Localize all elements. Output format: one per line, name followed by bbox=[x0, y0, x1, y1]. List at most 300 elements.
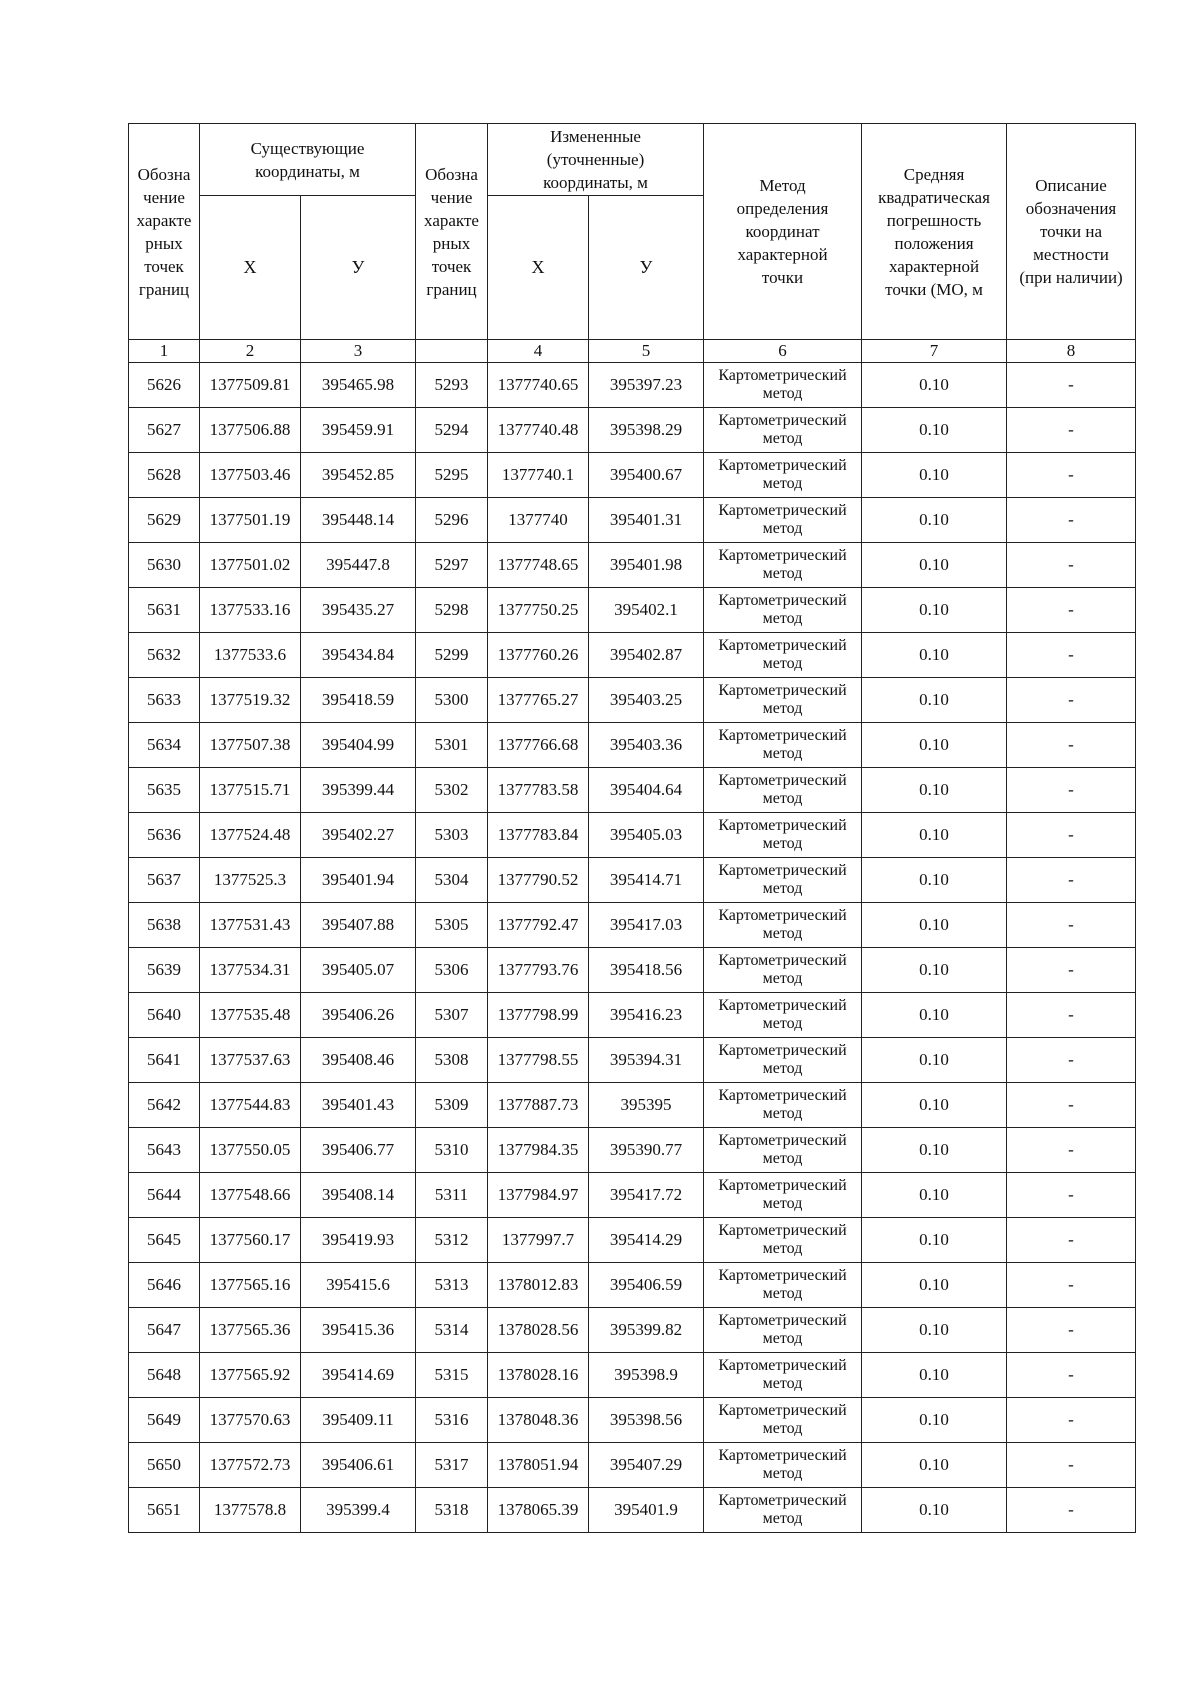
method-cell bbox=[704, 1488, 862, 1533]
changed-y-cell: 395418.56 bbox=[589, 948, 704, 993]
mean-square-error-cell: 0.10 bbox=[862, 588, 1007, 633]
existing-y-cell: 395401.43 bbox=[301, 1083, 416, 1128]
method-line: метод bbox=[762, 1015, 803, 1032]
method-line: Картометрический bbox=[718, 1267, 847, 1284]
existing-x-cell: 1377524.48 bbox=[200, 813, 301, 858]
method-cell bbox=[704, 948, 862, 993]
method-cell bbox=[704, 678, 862, 723]
changed-x-cell: 1377740 bbox=[488, 498, 589, 543]
changed-x-cell: 1377792.47 bbox=[488, 903, 589, 948]
description-cell: - bbox=[1007, 408, 1136, 453]
point-changed-cell: 5302 bbox=[416, 768, 488, 813]
existing-y-cell: 395419.93 bbox=[301, 1218, 416, 1263]
method-line: метод bbox=[762, 1330, 803, 1347]
column-number: 6 bbox=[704, 340, 862, 363]
mean-square-error-cell: 0.10 bbox=[862, 498, 1007, 543]
mean-square-error-cell: 0.10 bbox=[862, 1173, 1007, 1218]
header-line: координаты, м bbox=[543, 173, 648, 192]
method-cell bbox=[704, 813, 862, 858]
method-cell bbox=[704, 1443, 862, 1488]
method-cell bbox=[704, 588, 862, 633]
table-row bbox=[129, 408, 1136, 453]
method-line: Картометрический bbox=[718, 952, 847, 969]
header-line: координат bbox=[745, 222, 820, 241]
point-changed-cell: 5300 bbox=[416, 678, 488, 723]
point-changed-cell: 5294 bbox=[416, 408, 488, 453]
existing-y-cell: 395405.07 bbox=[301, 948, 416, 993]
table-row bbox=[129, 1398, 1136, 1443]
header-line: Средняя bbox=[903, 164, 965, 184]
mean-square-error-cell: 0.10 bbox=[862, 993, 1007, 1038]
column-number: 1 bbox=[129, 340, 200, 363]
mean-square-error-cell: 0.10 bbox=[862, 1128, 1007, 1173]
existing-x-cell: 1377544.83 bbox=[200, 1083, 301, 1128]
existing-x-cell: 1377503.46 bbox=[200, 453, 301, 498]
changed-x-cell: 1378051.94 bbox=[488, 1443, 589, 1488]
changed-x-cell: 1378048.36 bbox=[488, 1398, 589, 1443]
description-cell: - bbox=[1007, 1398, 1136, 1443]
method-line: метод bbox=[762, 1060, 803, 1077]
changed-y-cell: 395417.03 bbox=[589, 903, 704, 948]
header-changed-coordinates bbox=[488, 124, 704, 196]
mean-square-error-cell: 0.10 bbox=[862, 1443, 1007, 1488]
header-line: погрешность bbox=[886, 210, 982, 230]
header-line: характерной bbox=[888, 256, 980, 276]
method-cell bbox=[704, 993, 862, 1038]
existing-y-cell: 395406.26 bbox=[301, 993, 416, 1038]
method-cell bbox=[704, 1263, 862, 1308]
description-cell: - bbox=[1007, 1488, 1136, 1533]
existing-x-cell: 1377572.73 bbox=[200, 1443, 301, 1488]
method-line: метод bbox=[762, 1195, 803, 1212]
point-existing-cell: 5649 bbox=[129, 1398, 200, 1443]
point-existing-cell: 5644 bbox=[129, 1173, 200, 1218]
changed-y-cell: 395401.98 bbox=[589, 543, 704, 588]
changed-y-cell: 395397.23 bbox=[589, 363, 704, 408]
existing-x-cell: 1377535.48 bbox=[200, 993, 301, 1038]
description-cell: - bbox=[1007, 813, 1136, 858]
point-changed-cell: 5293 bbox=[416, 363, 488, 408]
method-line: Картометрический bbox=[718, 367, 847, 384]
header-line: Метод bbox=[759, 176, 806, 195]
existing-x-cell: 1377501.19 bbox=[200, 498, 301, 543]
existing-x-cell: 1377570.63 bbox=[200, 1398, 301, 1443]
changed-x-cell: 1377748.65 bbox=[488, 543, 589, 588]
header-line: точек bbox=[144, 256, 184, 276]
point-changed-cell: 5316 bbox=[416, 1398, 488, 1443]
table-row bbox=[129, 1263, 1136, 1308]
method-line: Картометрический bbox=[718, 1492, 847, 1509]
point-existing-cell: 5630 bbox=[129, 543, 200, 588]
header-line: квадратическая bbox=[878, 187, 990, 207]
method-line: Картометрический bbox=[718, 1357, 847, 1374]
method-line: Картометрический bbox=[718, 1177, 847, 1194]
changed-y-cell: 395398.9 bbox=[589, 1353, 704, 1398]
changed-y-cell: 395414.29 bbox=[589, 1218, 704, 1263]
method-line: Картометрический bbox=[718, 862, 847, 879]
header-line: Обозна bbox=[137, 164, 191, 184]
description-cell: - bbox=[1007, 1308, 1136, 1353]
method-line: метод bbox=[762, 565, 803, 582]
changed-x-cell: 1377740.1 bbox=[488, 453, 589, 498]
table-row bbox=[129, 633, 1136, 678]
header-line: характе bbox=[424, 210, 479, 230]
method-line: метод bbox=[762, 655, 803, 672]
existing-y-cell: 395399.4 bbox=[301, 1488, 416, 1533]
existing-x-cell: 1377507.38 bbox=[200, 723, 301, 768]
header-line: Обозна bbox=[425, 164, 478, 184]
description-cell: - bbox=[1007, 1173, 1136, 1218]
method-cell bbox=[704, 723, 862, 768]
point-existing-cell: 5641 bbox=[129, 1038, 200, 1083]
existing-y-cell: 395414.69 bbox=[301, 1353, 416, 1398]
changed-y-cell: 395400.67 bbox=[589, 453, 704, 498]
column-number: 4 bbox=[488, 340, 589, 363]
header-line: Описание bbox=[1035, 176, 1107, 195]
table-row bbox=[129, 1308, 1136, 1353]
method-line: метод bbox=[762, 1465, 803, 1482]
changed-y-cell: 395414.71 bbox=[589, 858, 704, 903]
point-existing-cell: 5642 bbox=[129, 1083, 200, 1128]
method-cell bbox=[704, 1308, 862, 1353]
changed-y-cell: 395416.23 bbox=[589, 993, 704, 1038]
point-existing-cell: 5629 bbox=[129, 498, 200, 543]
existing-y-cell: 395459.91 bbox=[301, 408, 416, 453]
existing-x-cell: 1377519.32 bbox=[200, 678, 301, 723]
method-line: Картометрический bbox=[718, 457, 847, 474]
existing-y-cell: 395435.27 bbox=[301, 588, 416, 633]
method-cell bbox=[704, 768, 862, 813]
method-line: Картометрический bbox=[718, 682, 847, 699]
changed-y-cell: 395417.72 bbox=[589, 1173, 704, 1218]
changed-x-cell: 1377750.25 bbox=[488, 588, 589, 633]
table-row bbox=[129, 678, 1136, 723]
table-row bbox=[129, 813, 1136, 858]
existing-y-cell: 395402.27 bbox=[301, 813, 416, 858]
existing-x-cell: 1377525.3 bbox=[200, 858, 301, 903]
mean-square-error-cell: 0.10 bbox=[862, 453, 1007, 498]
method-line: метод bbox=[762, 925, 803, 942]
description-cell: - bbox=[1007, 1263, 1136, 1308]
method-line: метод bbox=[762, 1105, 803, 1122]
point-existing-cell: 5633 bbox=[129, 678, 200, 723]
header-line: границ bbox=[138, 279, 190, 299]
method-cell bbox=[704, 543, 862, 588]
header-existing-y: У bbox=[301, 196, 416, 340]
method-cell bbox=[704, 1038, 862, 1083]
header-line: Измененные bbox=[550, 127, 641, 146]
description-cell: - bbox=[1007, 633, 1136, 678]
point-existing-cell: 5636 bbox=[129, 813, 200, 858]
point-existing-cell: 5634 bbox=[129, 723, 200, 768]
changed-x-cell: 1377984.97 bbox=[488, 1173, 589, 1218]
mean-square-error-cell: 0.10 bbox=[862, 1083, 1007, 1128]
description-cell: - bbox=[1007, 858, 1136, 903]
mean-square-error-cell: 0.10 bbox=[862, 408, 1007, 453]
method-line: Картометрический bbox=[718, 592, 847, 609]
method-cell bbox=[704, 1398, 862, 1443]
method-line: метод bbox=[762, 835, 803, 852]
existing-x-cell: 1377533.6 bbox=[200, 633, 301, 678]
existing-y-cell: 395418.59 bbox=[301, 678, 416, 723]
coordinates-table bbox=[128, 123, 1136, 1533]
column-number: 5 bbox=[589, 340, 704, 363]
point-changed-cell: 5296 bbox=[416, 498, 488, 543]
description-cell: - bbox=[1007, 723, 1136, 768]
column-number: 8 bbox=[1007, 340, 1136, 363]
header-line: местности bbox=[1033, 245, 1109, 264]
mean-square-error-cell: 0.10 bbox=[862, 1488, 1007, 1533]
description-cell: - bbox=[1007, 498, 1136, 543]
method-line: Картометрический bbox=[718, 1222, 847, 1239]
point-changed-cell: 5299 bbox=[416, 633, 488, 678]
mean-square-error-cell: 0.10 bbox=[862, 723, 1007, 768]
table-row bbox=[129, 1038, 1136, 1083]
mean-square-error-cell: 0.10 bbox=[862, 813, 1007, 858]
column-number bbox=[416, 340, 488, 363]
existing-y-cell: 395406.61 bbox=[301, 1443, 416, 1488]
column-numbering-row bbox=[129, 340, 1136, 363]
mean-square-error-cell: 0.10 bbox=[862, 1308, 1007, 1353]
description-cell: - bbox=[1007, 1218, 1136, 1263]
method-line: Картометрический bbox=[718, 772, 847, 789]
method-cell bbox=[704, 1173, 862, 1218]
point-existing-cell: 5646 bbox=[129, 1263, 200, 1308]
changed-y-cell: 395406.59 bbox=[589, 1263, 704, 1308]
table-row bbox=[129, 1488, 1136, 1533]
table-row bbox=[129, 363, 1136, 408]
header-line: (уточненные) bbox=[546, 150, 645, 169]
table-row bbox=[129, 1128, 1136, 1173]
header-changed-x: X bbox=[488, 196, 589, 340]
point-changed-cell: 5317 bbox=[416, 1443, 488, 1488]
header-changed-y: У bbox=[589, 196, 704, 340]
changed-y-cell: 395407.29 bbox=[589, 1443, 704, 1488]
method-cell bbox=[704, 1353, 862, 1398]
changed-x-cell: 1377798.55 bbox=[488, 1038, 589, 1083]
point-changed-cell: 5297 bbox=[416, 543, 488, 588]
table-row bbox=[129, 768, 1136, 813]
point-changed-cell: 5312 bbox=[416, 1218, 488, 1263]
existing-x-cell: 1377550.05 bbox=[200, 1128, 301, 1173]
header-line: (при наличии) bbox=[1019, 268, 1123, 287]
changed-y-cell: 395401.31 bbox=[589, 498, 704, 543]
changed-y-cell: 395395 bbox=[589, 1083, 704, 1128]
point-existing-cell: 5635 bbox=[129, 768, 200, 813]
method-line: метод bbox=[762, 1375, 803, 1392]
existing-y-cell: 395447.8 bbox=[301, 543, 416, 588]
table-body bbox=[129, 363, 1136, 1533]
point-changed-cell: 5301 bbox=[416, 723, 488, 768]
changed-y-cell: 395403.25 bbox=[589, 678, 704, 723]
description-cell: - bbox=[1007, 543, 1136, 588]
method-line: метод bbox=[762, 1240, 803, 1257]
changed-y-cell: 395398.56 bbox=[589, 1398, 704, 1443]
header-line: чение bbox=[430, 187, 473, 207]
changed-x-cell: 1377740.48 bbox=[488, 408, 589, 453]
method-line: метод bbox=[762, 1420, 803, 1437]
point-existing-cell: 5648 bbox=[129, 1353, 200, 1398]
description-cell: - bbox=[1007, 1443, 1136, 1488]
point-existing-cell: 5651 bbox=[129, 1488, 200, 1533]
changed-y-cell: 395403.36 bbox=[589, 723, 704, 768]
existing-y-cell: 395401.94 bbox=[301, 858, 416, 903]
changed-y-cell: 395390.77 bbox=[589, 1128, 704, 1173]
point-existing-cell: 5640 bbox=[129, 993, 200, 1038]
existing-y-cell: 395465.98 bbox=[301, 363, 416, 408]
method-line: метод bbox=[762, 1150, 803, 1167]
method-line: метод bbox=[762, 385, 803, 402]
table-row bbox=[129, 1083, 1136, 1128]
changed-x-cell: 1378028.56 bbox=[488, 1308, 589, 1353]
changed-x-cell: 1377765.27 bbox=[488, 678, 589, 723]
method-line: метод bbox=[762, 790, 803, 807]
method-cell bbox=[704, 858, 862, 903]
changed-x-cell: 1377793.76 bbox=[488, 948, 589, 993]
description-cell: - bbox=[1007, 453, 1136, 498]
header-point-designation bbox=[129, 124, 200, 340]
existing-y-cell: 395434.84 bbox=[301, 633, 416, 678]
header-line: характе bbox=[136, 210, 192, 230]
description-cell: - bbox=[1007, 903, 1136, 948]
method-line: метод bbox=[762, 1285, 803, 1302]
header-method bbox=[704, 124, 862, 340]
point-changed-cell: 5315 bbox=[416, 1353, 488, 1398]
header-line: чение bbox=[143, 187, 185, 207]
method-line: Картометрический bbox=[718, 817, 847, 834]
mean-square-error-cell: 0.10 bbox=[862, 858, 1007, 903]
header-line: точки bbox=[761, 268, 804, 287]
existing-y-cell: 395408.46 bbox=[301, 1038, 416, 1083]
point-changed-cell: 5311 bbox=[416, 1173, 488, 1218]
existing-y-cell: 395415.6 bbox=[301, 1263, 416, 1308]
point-existing-cell: 5628 bbox=[129, 453, 200, 498]
mean-square-error-cell: 0.10 bbox=[862, 903, 1007, 948]
method-line: метод bbox=[762, 520, 803, 537]
changed-y-cell: 395401.9 bbox=[589, 1488, 704, 1533]
method-line: метод bbox=[762, 700, 803, 717]
method-line: Картометрический bbox=[718, 1312, 847, 1329]
point-changed-cell: 5314 bbox=[416, 1308, 488, 1353]
point-existing-cell: 5631 bbox=[129, 588, 200, 633]
method-line: метод bbox=[762, 430, 803, 447]
point-existing-cell: 5626 bbox=[129, 363, 200, 408]
method-cell bbox=[704, 363, 862, 408]
changed-y-cell: 395404.64 bbox=[589, 768, 704, 813]
existing-y-cell: 395407.88 bbox=[301, 903, 416, 948]
changed-x-cell: 1377783.84 bbox=[488, 813, 589, 858]
method-cell bbox=[704, 1128, 862, 1173]
point-changed-cell: 5295 bbox=[416, 453, 488, 498]
changed-x-cell: 1377790.52 bbox=[488, 858, 589, 903]
description-cell: - bbox=[1007, 948, 1136, 993]
method-cell bbox=[704, 453, 862, 498]
description-cell: - bbox=[1007, 678, 1136, 723]
method-line: Картометрический bbox=[718, 1132, 847, 1149]
existing-x-cell: 1377533.16 bbox=[200, 588, 301, 633]
existing-x-cell: 1377506.88 bbox=[200, 408, 301, 453]
method-line: метод bbox=[762, 1510, 803, 1527]
changed-x-cell: 1377740.65 bbox=[488, 363, 589, 408]
method-line: метод bbox=[762, 475, 803, 492]
mean-square-error-cell: 0.10 bbox=[862, 1398, 1007, 1443]
header-mean-square-error bbox=[862, 124, 1007, 340]
method-cell bbox=[704, 903, 862, 948]
method-line: Картометрический bbox=[718, 412, 847, 429]
point-changed-cell: 5303 bbox=[416, 813, 488, 858]
header-existing-coordinates bbox=[200, 124, 416, 196]
method-cell bbox=[704, 408, 862, 453]
point-existing-cell: 5632 bbox=[129, 633, 200, 678]
point-existing-cell: 5645 bbox=[129, 1218, 200, 1263]
existing-x-cell: 1377501.02 bbox=[200, 543, 301, 588]
point-changed-cell: 5318 bbox=[416, 1488, 488, 1533]
table-row bbox=[129, 1443, 1136, 1488]
method-line: Картометрический bbox=[718, 637, 847, 654]
point-changed-cell: 5298 bbox=[416, 588, 488, 633]
header-description bbox=[1007, 124, 1136, 340]
method-cell bbox=[704, 1218, 862, 1263]
method-line: Картометрический bbox=[718, 907, 847, 924]
point-changed-cell: 5309 bbox=[416, 1083, 488, 1128]
changed-x-cell: 1377798.99 bbox=[488, 993, 589, 1038]
existing-x-cell: 1377548.66 bbox=[200, 1173, 301, 1218]
column-number: 3 bbox=[301, 340, 416, 363]
existing-y-cell: 395409.11 bbox=[301, 1398, 416, 1443]
method-cell bbox=[704, 633, 862, 678]
existing-y-cell: 395399.44 bbox=[301, 768, 416, 813]
method-line: метод bbox=[762, 970, 803, 987]
point-existing-cell: 5650 bbox=[129, 1443, 200, 1488]
method-line: метод bbox=[762, 610, 803, 627]
mean-square-error-cell: 0.10 bbox=[862, 678, 1007, 723]
header-line: рных bbox=[145, 233, 183, 253]
existing-y-cell: 395406.77 bbox=[301, 1128, 416, 1173]
changed-y-cell: 395394.31 bbox=[589, 1038, 704, 1083]
point-changed-cell: 5313 bbox=[416, 1263, 488, 1308]
method-line: Картометрический bbox=[718, 1042, 847, 1059]
changed-y-cell: 395398.29 bbox=[589, 408, 704, 453]
description-cell: - bbox=[1007, 1353, 1136, 1398]
header-line: Существующие bbox=[250, 138, 365, 158]
changed-x-cell: 1377766.68 bbox=[488, 723, 589, 768]
point-changed-cell: 5305 bbox=[416, 903, 488, 948]
existing-y-cell: 395404.99 bbox=[301, 723, 416, 768]
changed-x-cell: 1378012.83 bbox=[488, 1263, 589, 1308]
mean-square-error-cell: 0.10 bbox=[862, 363, 1007, 408]
mean-square-error-cell: 0.10 bbox=[862, 633, 1007, 678]
table-row bbox=[129, 993, 1136, 1038]
table-row bbox=[129, 1353, 1136, 1398]
table-row bbox=[129, 588, 1136, 633]
description-cell: - bbox=[1007, 363, 1136, 408]
header-line: точек bbox=[431, 256, 472, 276]
existing-x-cell: 1377565.16 bbox=[200, 1263, 301, 1308]
method-cell bbox=[704, 1083, 862, 1128]
header-line: обозначения bbox=[1025, 199, 1117, 218]
existing-y-cell: 395452.85 bbox=[301, 453, 416, 498]
header-line: положения bbox=[894, 233, 974, 253]
header-line: точки (МО, м bbox=[885, 279, 983, 299]
existing-y-cell: 395408.14 bbox=[301, 1173, 416, 1218]
description-cell: - bbox=[1007, 768, 1136, 813]
description-cell: - bbox=[1007, 1038, 1136, 1083]
point-existing-cell: 5643 bbox=[129, 1128, 200, 1173]
existing-x-cell: 1377537.63 bbox=[200, 1038, 301, 1083]
mean-square-error-cell: 0.10 bbox=[862, 543, 1007, 588]
point-changed-cell: 5308 bbox=[416, 1038, 488, 1083]
header-line: точки на bbox=[1039, 222, 1103, 241]
